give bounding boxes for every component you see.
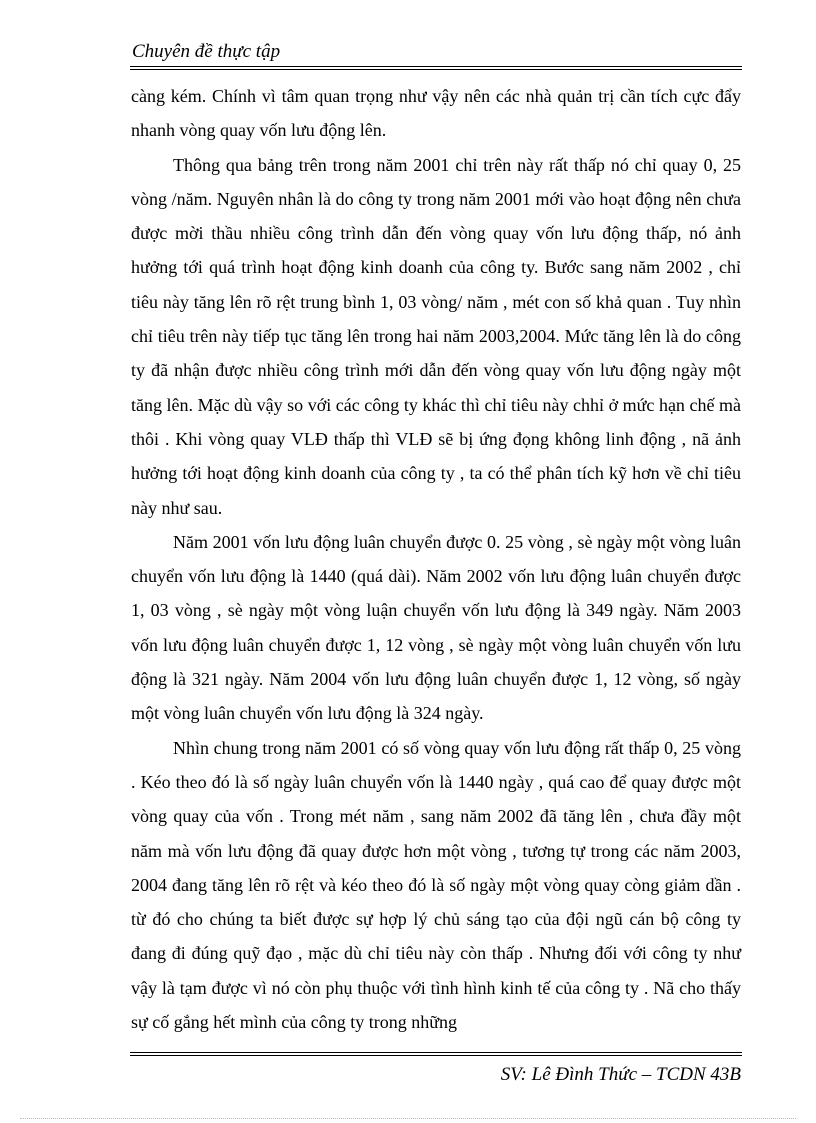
paragraph: Thông qua bảng trên trong năm 2001 chỉ trên này rất thấp nó chỉ quay 0, 25 vòng /năm. Nguyên nhân là do công ty trong năm 2001 mới vào hoạt động nên chưa được mời thầu nhiều công trình dẫn đến vòng quay vốn lưu động thấp, nó ảnh hưởng tới quá trình hoạt động kinh doanh của công ty. Bước sang năm 2002 , chỉ tiêu này tăng lên rõ rệt trung bình 1, 03 vòng/ năm , mét con số khả quan . Tuy nhìn chỉ tiêu trên này tiếp tục tăng lên trong hai năm 2003,2004. Mức tăng lên là do công ty đã nhận được nhiều công trình mới dẫn đến vòng quay vốn lưu động ngày một tăng lên. Mặc dù vậy so với các công ty khác thì chỉ tiêu này chhỉ ở mức hạn chế mà thôi . Khi vòng quay VLĐ thấp thì VLĐ sẽ bị ứng đọng không linh động , nã ảnh hưởng tới hoạt động kinh doanh của công ty , ta có thể phân tích kỹ hơn về chỉ tiêu này như sau.	[131, 154, 741, 518]
page-bottom-dotted-line	[20, 1118, 796, 1119]
paragraph: Nhìn chung trong năm 2001 có số vòng quay vốn lưu động rất thấp 0, 25 vòng . Kéo theo đó là số ngày luân chuyển vốn là 1440 ngày , quá cao để quay được một vòng quay của vốn . Trong mét năm , sang năm 2002 đã tăng lên , chưa đầy một năm mà vốn lưu động đã quay được hơn một vòng , tương tự trong các năm 2003, 2004 đang tăng lên rõ rệt và kéo theo đó là số ngày một vòng quay còng giảm dần . từ đó cho chúng ta biết được sự hợp lý chủ sáng tạo của đội ngũ cán bộ công ty đang đi đúng quỹ đạo , mặc dù chỉ tiêu này còn thấp . Nhưng đối với công ty như vậy là tạm được vì nó còn phụ thuộc với tình hình kinh tế của công ty . Nã cho thấy sự cố gắng hết mình của công ty trong những	[131, 737, 741, 1033]
page-footer-author: SV: Lê Đình Thức – TCDN 43B	[500, 1064, 741, 1085]
page-header-title: Chuyên đề thực tập	[132, 41, 281, 62]
paragraph-continuation: càng kém. Chính vì tâm quan trọng như vậy nên các nhà quản trị cần tích cực đẩy nhanh vòng quay vốn lưu động lên.	[131, 86, 741, 141]
header-divider	[130, 66, 742, 70]
paragraph: Năm 2001 vốn lưu động luân chuyển được 0. 25 vòng , sè ngày một vòng luân chuyển vốn lưu động là 1440 (quá dài). Năm 2002 vốn lưu động luân chuyển được 1, 03 vòng , sè ngày một vòng luận chuyển vốn lưu động là 349 ngày. Năm 2003 vốn lưu động luân chuyển được 1, 12 vòng , sè ngày một vòng luân chuyển vốn lưu động là 321 ngày. Năm 2004 vốn lưu động luân chuyển được 1, 12 vòng, số ngày một vòng luân chuyển vốn lưu động là 324 ngày.	[131, 531, 741, 724]
footer-divider	[130, 1052, 742, 1056]
document-body	[131, 79, 741, 1039]
